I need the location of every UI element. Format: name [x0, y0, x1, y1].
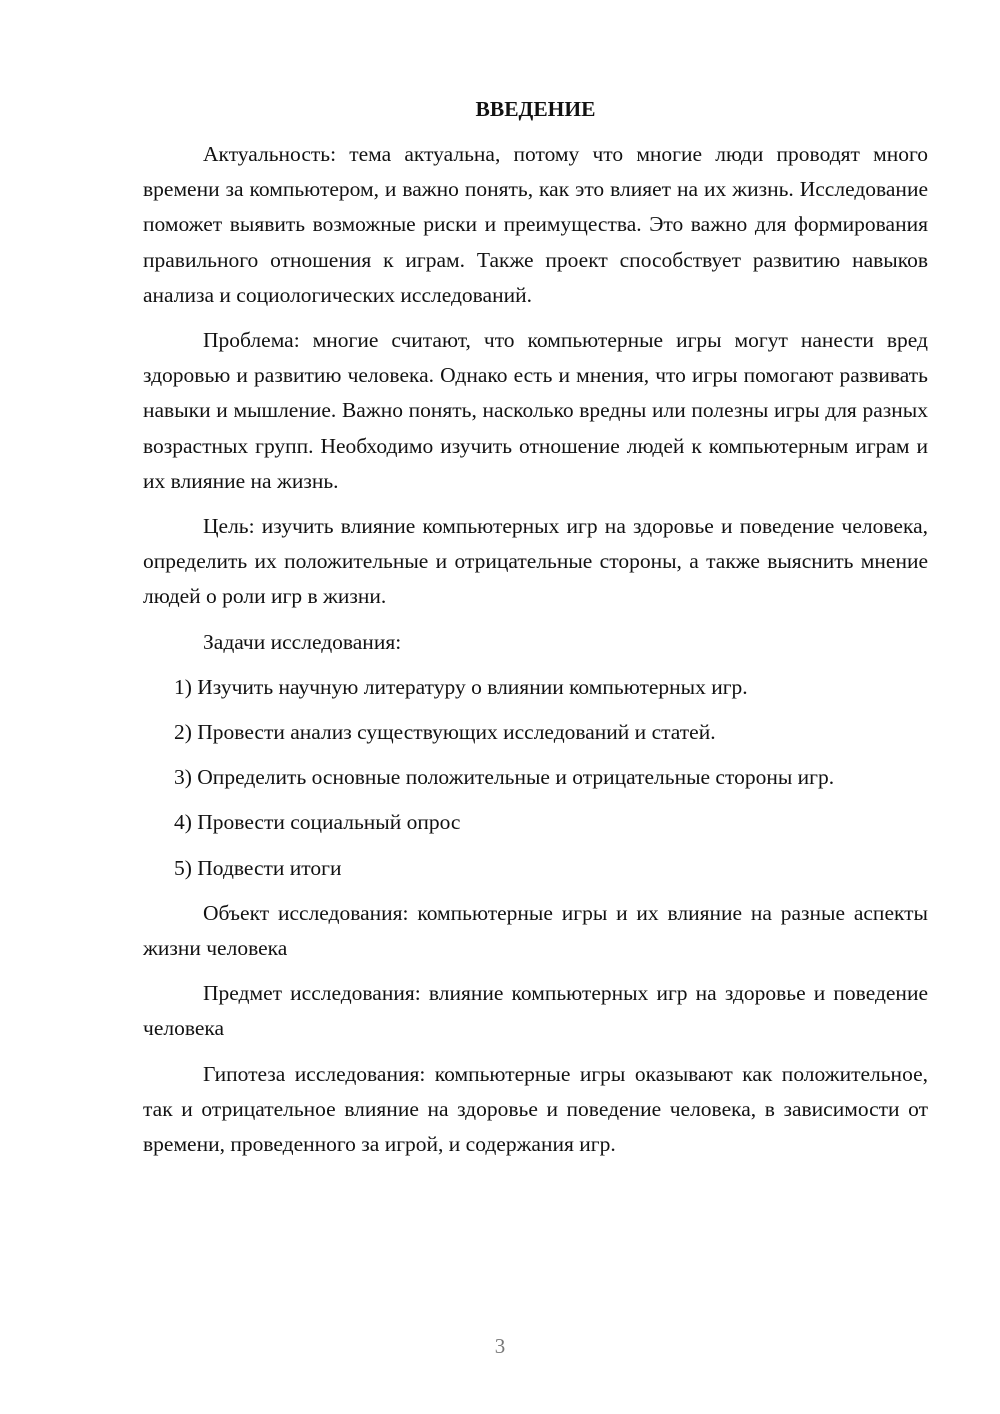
task-item-2: 2) Провести анализ существующих исследований и статей. [174, 720, 716, 745]
task-item-5: 5) Подвести итоги [174, 855, 342, 880]
tasks-heading: Задачи исследования: [203, 629, 402, 654]
subject-paragraph: Предмет исследования: влияние компьютерных игр на здоровье и поведение человека [143, 981, 928, 1041]
page-content [143, 92, 928, 1172]
section-title: ВВЕДЕНИЕ [475, 97, 596, 121]
problem-paragraph: Проблема: многие считают, что компьютерные игры могут нанести вред здоровью и развитию человека. Однако есть и мнения, что игры помогают развивать навыки и мышление. Важно понять, насколько вредны или полезны игры для разных возрастных групп. Необходимо изучить отношение людей к компьютерным играм и их влияние на жизнь. [143, 328, 928, 493]
object-paragraph: Объект исследования: компьютерные игры и их влияние на разные аспекты жизни человека [143, 900, 928, 961]
task-item-4: 4) Провести социальный опрос [174, 810, 461, 835]
goal-paragraph: Цель: изучить влияние компьютерных игр на здоровье и поведение человека, определить их положительные и отрицательные стороны, а также выяснить мнение людей о роли игр в жизни. [143, 514, 928, 609]
task-item-1: 1) Изучить научную литературу о влиянии компьютерных игр. [174, 674, 748, 699]
page-number: 3 [494, 1334, 506, 1358]
hypothesis-paragraph: Гипотеза исследования: компьютерные игры оказывают как положительное, так и отрицательное влияние на здоровье и поведение человека, в зависимости от времени, проведенного за игрой, и содержания игр. [143, 1061, 928, 1157]
task-item-3: 3) Определить основные положительные и отрицательные стороны игр. [174, 765, 835, 790]
relevance-paragraph: Актуальность: тема актуальна, потому что многие люди проводят много времени за компьютером, и важно понять, как это влияет на их жизнь. Исследование поможет выявить возможные риски и преимущества. Это важно для формирования правильного отношения к играм. Также проект способствует развитию навыков анализа и социологических исследований. [143, 142, 928, 307]
